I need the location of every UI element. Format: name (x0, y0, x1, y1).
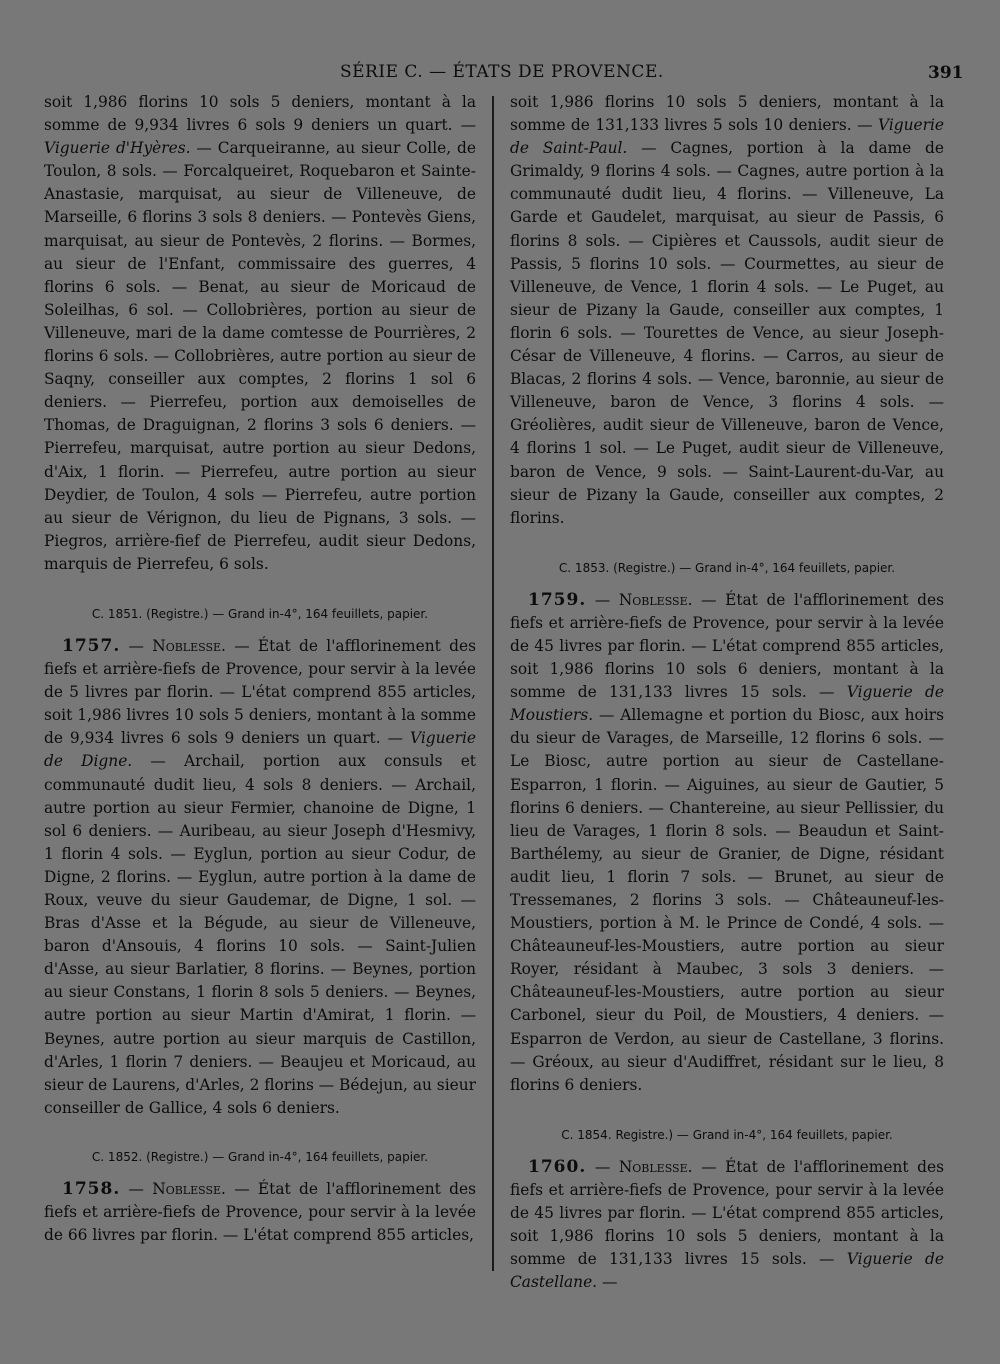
entry-1759: 1759. — Noblesse. — État de l'afflorinement des fiefs et arrière-fiefs de Provence, pour servir à la levée de 45 livres par florin. — L'état comprend 855 articles, soit 1,986 florins 10 sols 6 deniers, montant à la somme de 131,133 livres 15 sols. — Viguerie de Moustiers. — Allemagne et portion du Biosc, aux hoirs du sieur de Varages, de Marseille, 12 florins 6 sols. — Le Biosc, autre portion au sieur de Castellane-Esparron, 1 florin. — Aiguines, au sieur de Gautier, 5 florins 6 deniers. — Chantereine, au sieur Pellissier, du lieu de Varages, 1 florin 8 sols. — Beaudun et Saint-Barthélemy, au sieur de Granier, de Digne, résidant audit lieu, 1 florin 7 sols. — Brunet, au sieur de Tressemanes, 2 florins 3 sols. — Châteauneuf-les-Moustiers, portion à M. le Prince de Condé, 4 sols. — Châteauneuf-les-Moustiers, autre portion au sieur Royer, résidant à Maubec, 3 sols 3 deniers. — Châteauneuf-les-Moustiers, autre portion au sieur Carbonel, sieur du Poil, de Moustiers, 4 deniers. — Esparron de Verdon, au sieur de Castellane, 3 florins. — Gréoux, au sieur d'Audiffret, résidant sur le lieu, 8 florins 6 deniers. (510, 589, 944, 1094)
source-citation: C. 1851. (Registre.) — Grand in-4°, 164 feuillets, papier. (91, 606, 429, 621)
entry-text: soit 1,986 florins 10 sols 5 deniers, montant à la somme de 131,133 livres 5 sols 10 deniers. — (510, 93, 944, 135)
entry-label: Noblesse. (618, 590, 693, 609)
entry-label: Noblesse. (152, 636, 226, 655)
entry-1757: 1757. — Noblesse. — État de l'afflorinement des fiefs et arrière-fiefs de Provence, pour servir à la levée de 5 livres par florin. — L'état comprend 855 articles, soit 1,986 livres 10 sols 5 deniers, montant à la somme de 9,934 livres 6 sols 9 deniers un quart. — Viguerie de Digne. — Archail, portion aux consuls et communauté dudit lieu, 4 sols 8 deniers. — Archail, autre portion au sieur Fermier, chanoine de Digne, 1 sol 6 deniers. — Auribeau, au sieur Joseph d'Hesmivy, 1 florin 4 sols. — Eyglun, portion au sieur Codur, de Digne, 2 florins. — Eyglun, autre portion à la dame de Roux, veuve du sieur Gaudemar, de Digne, 1 sol. — Bras d'Asse et la Bégude, au sieur de Villeneuve, baron d'Ansouis, 4 florins 10 sols. — Saint-Julien d'Asse, au sieur Barlatier, 8 florins. — Beynes, portion au sieur Constans, 1 florin 8 sols 5 deniers. — Beynes, autre portion au sieur Martin d'Amirat, 1 florin. — Beynes, autre portion au sieur marquis de Castillon, d'Arles, 1 florin 7 deniers. — Beaujeu et Moricaud, au sieur de Laurens, d'Arles, 2 florins — Bédejun, au sieur conseiller de Gallice, 4 sols 6 deniers. (44, 635, 476, 1117)
header-title: SÉRIE C. — ÉTATS DE PROVENCE. (340, 62, 664, 82)
entry-number: 1759. (528, 589, 587, 610)
viguerie-heading: Viguerie de Castellane. (510, 1250, 944, 1292)
page-number: 391 (928, 63, 964, 83)
entry-text: — Carqueiranne, au sieur Colle, de Toulon, 8 sols. — Forcalqueiret, Roquebaron et Sainte-Anastasie, marquisat, au sieur de Villeneuve, de Marseille, 6 florins 3 sols 8 deniers. — Pontevès Giens, marquisat, au sieur de Pontevès, 2 florins. — Bormes, au sieur de l'Enfant, commissaire des guerres, 4 florins 6 sols. — Benat, au sieur de Moricaud de Soleilhas, 6 sol. — Collobrières, portion au sieur de Villeneuve, mari de la dame comtesse de Pourrières, 2 florins 6 sols. — Collobrières, autre portion au sieur de Saqny, conseiller aux comptes, 2 florins 1 sol 6 deniers. — Pierrefeu, portion aux demoiselles de Thomas, de Draguignan, 2 florins 3 sols 6 deniers. — Pierrefeu, marquisat, autre portion au sieur Dedons, d'Aix, 1 florin. — Pierrefeu, autre portion au sieur Deydier, de Toulon, 4 sols — Pierrefeu, autre portion au sieur de Vérignon, du lieu de Pignans, 3 sols. — Piegros, arrière-fief de Pierrefeu, audit sieur Dedons, marquis de Pierrefeu, 6 sols. (44, 139, 477, 573)
entry-text: — État de l'afflorinement des fiefs et arrière-fiefs de Provence, pour servir à la levée de 5 livres par florin. — L'état comprend 855 articles, soit 1,986 livres 10 sols 5 deniers, montant à la somme de 9,934 livres 6 sols 9 deniers un quart. — (44, 636, 476, 748)
entry-label: Noblesse. (152, 1179, 226, 1198)
viguerie-heading: Viguerie de Saint-Paul. (510, 116, 944, 158)
entry-number: 1760. (528, 1156, 587, 1177)
left-column (44, 91, 476, 1247)
entry-text: — Allemagne et portion du Biosc, aux hoirs du sieur de Varages, de Marseille, 12 florins 6 sols. — Le Biosc, autre portion au sieur de Castellane-Esparron, 1 florin. — Aiguines, au sieur de Gautier, 5 florins 6 deniers. — Chantereine, au sieur Pellissier, du lieu de Varages, 1 florin 8 sols. — Beaudun et Saint-Barthélemy, au sieur de Granier, de Digne, résidant audit lieu, 1 florin 7 sols. — Brunet, au sieur de Tressemanes, 2 florins 3 sols. — Châteauneuf-les-Moustiers, portion à M. le Prince de Condé, 4 sols. — Châteauneuf-les-Moustiers, autre portion au sieur Royer, résidant à Maubec, 3 sols 3 deniers. — Châteauneuf-les-Moustiers, autre portion au sieur Carbonel, sieur du Poil, de Moustiers, 4 deniers. — Esparron de Verdon, au sieur de Castellane, 3 florins. — Gréoux, au sieur d'Audiffret, résidant sur le lieu, 8 florins 6 deniers. (510, 706, 944, 1094)
entry-text: — (597, 1273, 618, 1292)
entry-text: — Archail, portion aux consuls et communauté dudit lieu, 4 sols 8 deniers. — Archail, autre portion au sieur Fermier, chanoine de Digne, 1 sol 6 deniers. — Auribeau, au sieur Joseph d'Hesmivy, 1 florin 4 sols. — Eyglun, portion au sieur Codur, de Digne, 2 florins. — Eyglun, autre portion à la dame de Roux, veuve du sieur Gaudemar, de Digne, 1 sol. — Bras d'Asse et la Bégude, au sieur de Villeneuve, baron d'Ansouis, 4 florins 10 sols. — Saint-Julien d'Asse, au sieur Barlatier, 8 florins. — Beynes, portion au sieur Constans, 1 florin 8 sols 5 deniers. — Beynes, autre portion au sieur Martin d'Amirat, 1 florin. — Beynes, autre portion au sieur marquis de Castillon, d'Arles, 1 florin 7 deniers. — Beaujeu et Moricaud, au sieur de Laurens, d'Arles, 2 florins — Bédejun, au sieur conseiller de Gallice, 4 sols 6 deniers. (44, 752, 476, 1117)
source-citation: C. 1853. (Registre.) — Grand in-4°, 164 feuillets, papier. (558, 560, 896, 575)
column-divider (492, 96, 494, 1271)
entry-text: — État de l'afflorinement des fiefs et arrière-fiefs de Provence, pour servir à la levée de 66 livres par florin. — L'état comprend 855 articles, (44, 1179, 476, 1245)
viguerie-heading: Viguerie de Moustiers. (510, 683, 944, 725)
entry-text: — État de l'afflorinement des fiefs et arrière-fiefs de Provence, pour servir à la levée de 45 livres par florin. — L'état comprend 855 articles, soit 1,986 florins 10 sols 6 deniers, montant à la somme de 131,133 livres 15 sols. — (510, 590, 944, 702)
continued-entry-paragraph (44, 91, 476, 576)
entry-1760: 1760. — Noblesse. — État de l'afflorinement des fiefs et arrière-fiefs de Provence, pour servir à la levée de 45 livres par florin. — L'état comprend 855 articles, soit 1,986 florins 10 sols 5 deniers, montant à la somme de 131,133 livres 15 sols. — Viguerie de Castellane. — (510, 1156, 944, 1292)
entry-label: Noblesse. (618, 1157, 693, 1176)
source-citation: C. 1854. Registre.) — Grand in-4°, 164 feuillets, papier. (561, 1127, 893, 1142)
source-citation: C. 1852. (Registre.) — Grand in-4°, 164 feuillets, papier. (91, 1149, 429, 1164)
entry-text: soit 1,986 florins 10 sols 5 deniers, montant à la somme de 9,934 livres 6 sols 9 deniers un quart. — (44, 93, 476, 135)
entry-text: — État de l'afflorinement des fiefs et arrière-fiefs de Provence, pour servir à la levée de 45 livres par florin. — L'état comprend 855 articles, soit 1,986 florins 10 sols 5 deniers, montant à la somme de 131,133 livres 15 sols. — (510, 1157, 944, 1269)
entry-number: 1757. (62, 635, 121, 656)
viguerie-heading: Viguerie de Digne. (44, 729, 476, 771)
continued-entry-paragraph (510, 91, 944, 530)
right-column (510, 91, 944, 1294)
running-header (0, 62, 1000, 86)
entry-1758: 1758. — Noblesse. — État de l'afflorinement des fiefs et arrière-fiefs de Provence, pour servir à la levée de 66 livres par florin. — L'état comprend 855 articles, (44, 1178, 476, 1245)
entry-text: — Cagnes, portion à la dame de Grimaldy, 9 florins 4 sols. — Cagnes, autre portion à la communauté dudit lieu, 4 florins. — Villeneuve, La Garde et Gaudelet, marquisat, au sieur de Passis, 6 florins 8 sols. — Cipières et Caussols, audit sieur de Passis, 5 florins 10 sols. — Courmettes, au sieur de Villeneuve, de Vence, 1 florin 4 sols. — Le Puget, au sieur de Pizany la Gaude, conseiller aux comptes, 1 florin 6 sols. — Tourettes de Vence, au sieur Joseph-César de Villeneuve, 4 florins. — Carros, au sieur de Blacas, 2 florins 4 sols. — Vence, baronnie, au sieur de Villeneuve, baron de Vence, 3 florins 4 sols. — Gréolières, audit sieur de Villeneuve, baron de Vence, 4 florins 1 sol. — Le Puget, audit sieur de Villeneuve, baron de Vence, 9 sols. — Saint-Laurent-du-Var, au sieur de Pizany la Gaude, conseiller aux comptes, 2 florins. (510, 139, 945, 527)
entry-number: 1758. (62, 1178, 121, 1199)
viguerie-heading: Viguerie d'Hyères. (44, 139, 191, 158)
